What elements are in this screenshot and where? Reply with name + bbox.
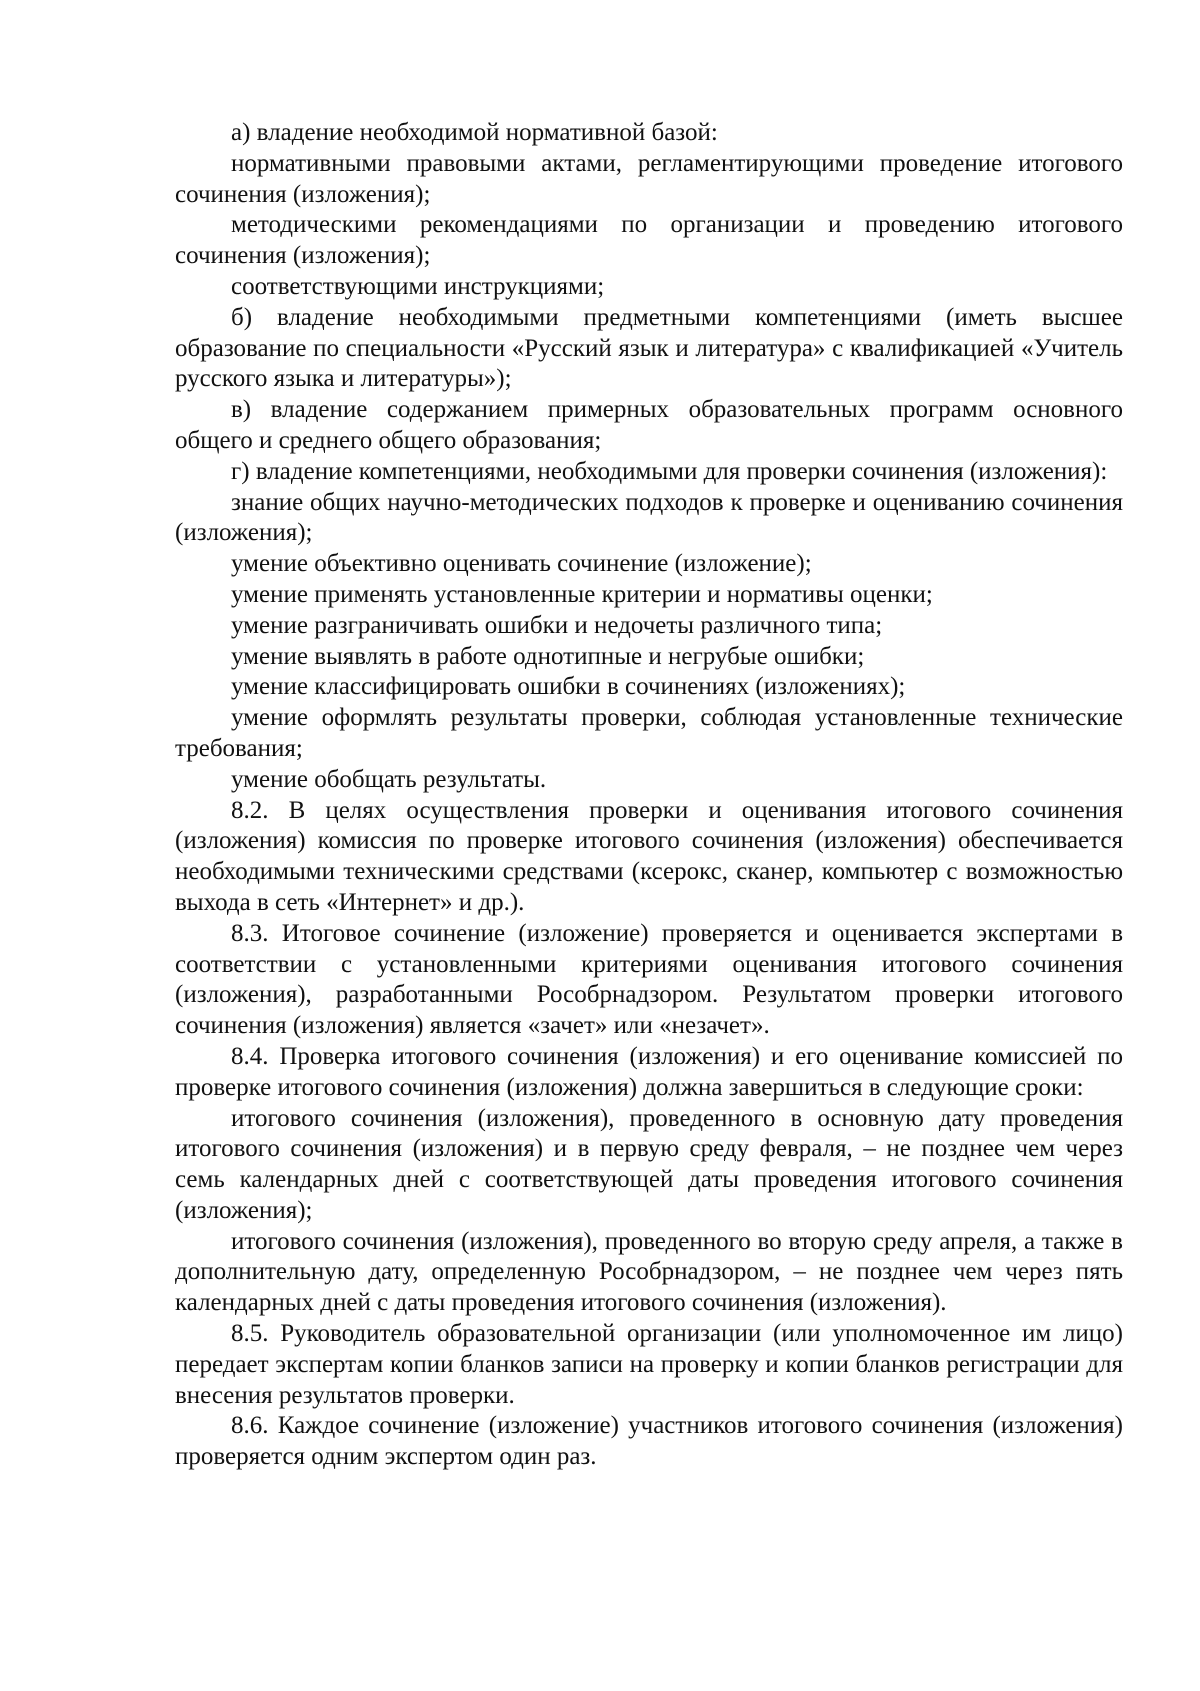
paragraph-methodical-recommendations: методическими рекомендациями по организации и проведению итогового сочинения (изложения);: [175, 211, 1123, 270]
paragraph-skill-distinguish: умение разграничивать ошибки и недочеты различного типа;: [231, 611, 883, 639]
paragraph-deadline-april: итогового сочинения (изложения), проведенного во вторую среду апреля, а также в дополнительную дату, определенную Рособрнадзором, – не позднее чем через пять календарных дней с даты проведения итогового сочинения (изложения).: [175, 1227, 1123, 1317]
paragraph-skill-format: умение оформлять результаты проверки, соблюдая установленные технические требования;: [175, 704, 1123, 762]
paragraph-a-normative-base: а) владение необходимой нормативной базой:: [231, 119, 718, 146]
document-body: [175, 118, 1123, 1473]
paragraph-knowledge-approaches: знание общих научно-методических подходов к проверке и оцениванию сочинения (изложения);: [175, 488, 1123, 547]
section-8-3: 8.3. Итоговое сочинение (изложение) проверяется и оценивается экспертами в соответствии с установленными критериями оценивания итогового сочинения (изложения), разработанными Рособрнадзором. Результатом проверки итогового сочинения (изложения) является «зачет» или «незачет».: [175, 919, 1123, 1040]
section-8-4: 8.4. Проверка итогового сочинения (изложения) и его оценивание комиссией по проверке итогового сочинения (изложения) должна завершиться в следующие сроки:: [175, 1042, 1123, 1101]
section-8-5: 8.5. Руководитель образовательной организации (или уполномоченное им лицо) передает экспертам копии бланков записи на проверку и копии бланков регистрации для внесения результатов проверки.: [175, 1320, 1123, 1409]
paragraph-skill-classify: умение классифицировать ошибки в сочинениях (изложениях);: [231, 673, 906, 701]
paragraph-deadline-main-date: итогового сочинения (изложения), проведенного в основную дату проведения итогового сочинения (изложения) и в первую среду февраля, – не позднее чем через семь календарных дней с соответствующей даты проведения итогового сочинения (изложения);: [175, 1104, 1123, 1224]
paragraph-normative-acts: нормативными правовыми актами, регламентирующими проведение итогового сочинения (изложения);: [175, 149, 1123, 208]
paragraph-instructions: соответствующими инструкциями;: [231, 272, 605, 300]
section-8-2: 8.2. В целях осуществления проверки и оценивания итогового сочинения (изложения) комиссия по проверке итогового сочинения (изложения) обеспечивается необходимыми техническими средствами (ксерокс, сканер, компьютер с возможностью выхода в сеть «Интернет» и др.).: [175, 796, 1123, 916]
paragraph-skill-summarize: умение обобщать результаты.: [231, 765, 547, 793]
paragraph-skill-criteria: умение применять установленные критерии и нормативы оценки;: [231, 580, 933, 608]
paragraph-g-checking-competencies: г) владение компетенциями, необходимыми для проверки сочинения (изложения):: [231, 457, 1108, 485]
paragraph-skill-identify: умение выявлять в работе однотипные и негрубые ошибки;: [231, 642, 865, 670]
section-8-6: 8.6. Каждое сочинение (изложение) участников итогового сочинения (изложения) проверяется одним экспертом один раз.: [175, 1412, 1123, 1471]
paragraph-b-subject-competencies: б) владение необходимыми предметными компетенциями (иметь высшее образование по специальности «Русский язык и литература» с квалификацией «Учитель русского языка и литературы»);: [175, 303, 1123, 393]
paragraph-v-programs: в) владение содержанием примерных образовательных программ основного общего и среднего общего образования;: [175, 396, 1123, 454]
paragraph-skill-evaluate: умение объективно оценивать сочинение (изложение);: [231, 550, 812, 578]
